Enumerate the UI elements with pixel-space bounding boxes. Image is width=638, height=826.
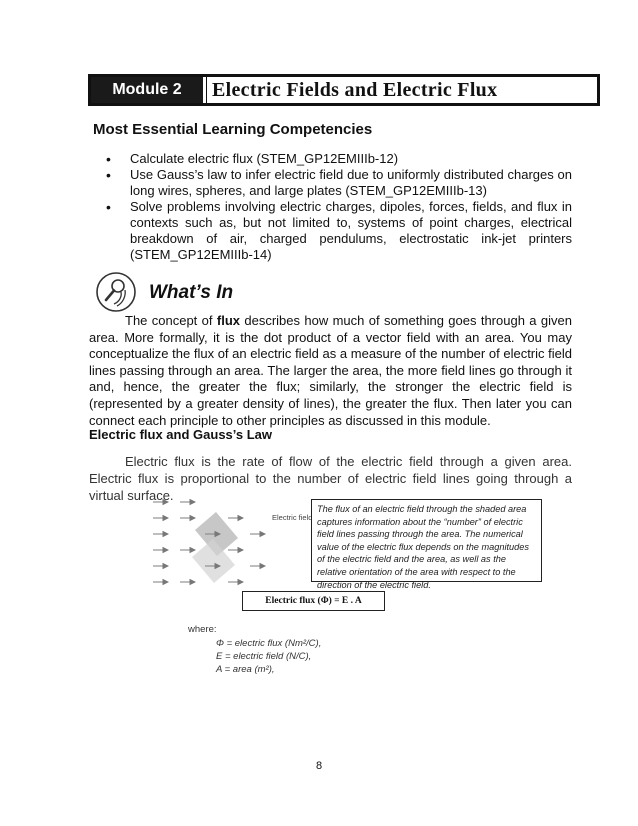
competency-item: • Calculate electric flux (STEM_GP12EMIIIb-12): [100, 151, 572, 167]
module-label: Module 2: [91, 77, 206, 103]
magnifier-search-icon: [95, 271, 137, 313]
whats-in-paragraph: The concept of flux describes how much of something goes through a given area. More formally, it is the dot product of a vector field with an area. You may conceptualize the flux of an electric field as a measure of the number of electric field lines passing through an area. The larger the area, the more field lines go through it and, hence, the greater the flux; similarly, the stronger the electric field is (represented by a greater density of lines), the greater the flux. Then later you can connect each principle to other principles as discussed in this module.: [89, 313, 572, 428]
flux-formula: Electric flux (Φ) = E . A: [242, 591, 385, 611]
page-number: 8: [315, 760, 323, 772]
figure-caption: The flux of an electric field through the shaded area captures information about the “number” of electric field lines passing through the area. The numerical value of the electric flux depends on the magnitudes of the electric field and the area, as well as the relative orientation of the area with respect to the direction of the electric field.: [311, 499, 542, 582]
definition-item: E = electric field (N/C),: [216, 651, 312, 662]
field-label: Electric field: [272, 513, 313, 522]
gauss-paragraph: Electric flux is the rate of flow of the electric field through a given area. Electric flux is proportional to the number of electric field lines going through a virtual surface.: [89, 454, 572, 503]
module-banner: [88, 74, 600, 106]
whats-in-title: What’s In: [149, 282, 234, 303]
electric-field-figure: [150, 494, 320, 594]
competency-item: • Use Gauss’s law to infer electric field due to uniformly distributed charges on long wires, spheres, and large plates (STEM_GP12EMIIIb-13): [100, 167, 572, 199]
definition-item: Φ = electric flux (Nm²/C),: [216, 638, 322, 649]
gauss-heading: Electric flux and Gauss’s Law: [89, 427, 273, 442]
module-title: Electric Fields and Electric Flux: [212, 78, 498, 101]
definition-item: A = area (m²),: [216, 664, 275, 675]
where-label: where:: [188, 624, 217, 635]
competency-item: • Solve problems involving electric charges, dipoles, forces, fields, and flux in contexts such as, but not limited to, systems of point charges, electrical breakdown of air, charged pendulums, electrostatic ink-jet printers (STEM_GP12EMIIIb-14): [100, 199, 572, 263]
competencies-heading: Most Essential Learning Competencies: [93, 121, 373, 138]
variable-definitions: [216, 637, 321, 676]
competencies-list: [100, 151, 572, 263]
